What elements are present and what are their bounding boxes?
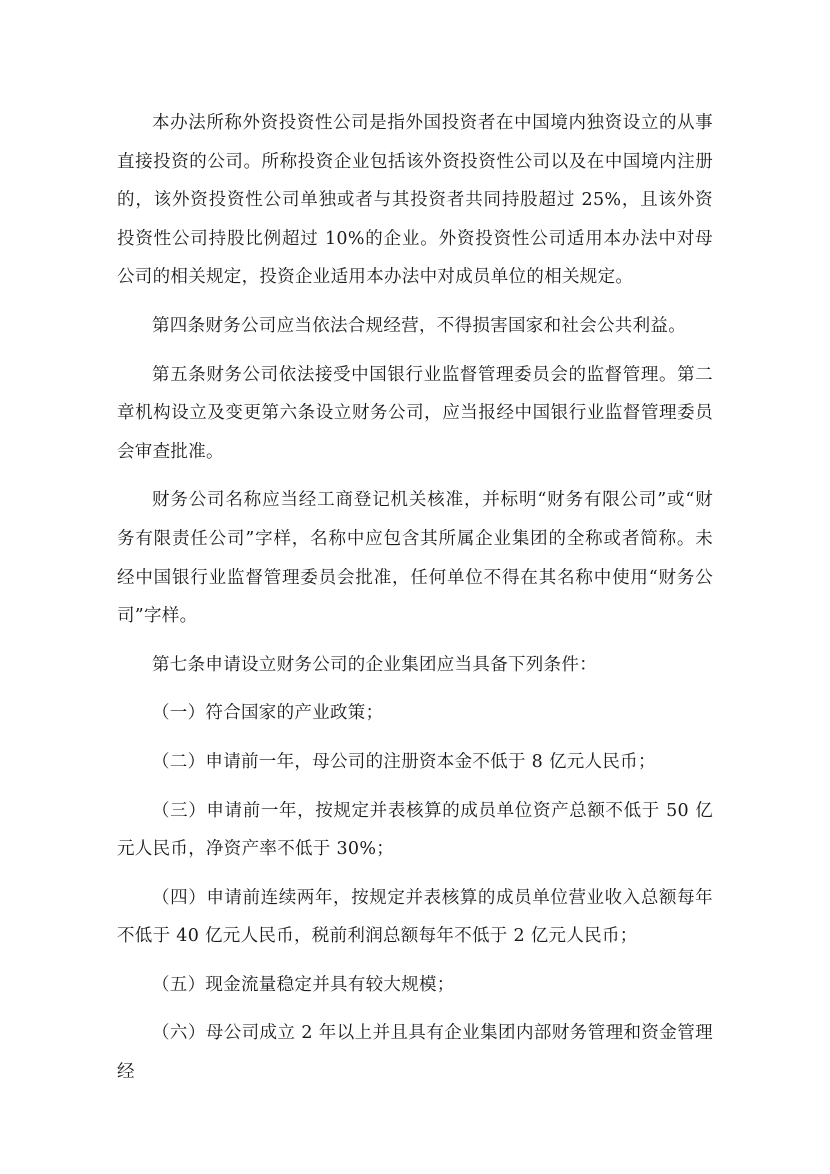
list-item-2: （二）申请前一年，母公司的注册资本金不低于 8 亿元人民币； — [152, 751, 656, 772]
list-item-1: （一）符合国家的产业政策； — [152, 703, 384, 724]
list-item-6: （六）母公司成立 2 年以上并且具有企业集团内部财务管理和资金管理经 — [117, 1023, 713, 1083]
document-body — [117, 104, 713, 1102]
list-item-3: （三）申请前一年，按规定并表核算的成员单位资产总额不低于 50 亿元人民币，净资产率不低于 30%； — [117, 800, 713, 860]
paragraph-company-name: 财务公司名称应当经工商登记机关核准，并标明“财务有限公司”或“财务有限责任公司”字样，名称中应包含其所属企业集团的全称或者简称。未经中国银行业监督管理委员会批准，任何单位不得在其名称中使用“财务公司”字样。 — [117, 490, 713, 627]
list-item-4: （四）申请前连续两年，按规定并表核算的成员单位营业收入总额每年不低于 40 亿元人民币，税前利润总额每年不低于 2 亿元人民币； — [117, 887, 713, 947]
list-item-5: （五）现金流量稳定并具有较大规模； — [152, 974, 455, 995]
paragraph-definition: 本办法所称外资投资性公司是指外国投资者在中国境内独资设立的从事直接投资的公司。所称投资企业包括该外资投资性公司以及在中国境内注册的，该外资投资性公司单独或者与其投资者共同持股超过 25%，且该外资投资性公司持股比例超过 10%的企业。外资投资性公司适用本办法中对母公司的相关规定，投资企业适用本办法中对成员单位的相关规定。 — [117, 113, 713, 288]
paragraph-article-5: 第五条财务公司依法接受中国银行业监督管理委员会的监督管理。第二章机构设立及变更第六条设立财务公司，应当报经中国银行业监督管理委员会审查批准。 — [117, 364, 713, 462]
paragraph-article-7: 第七条申请设立财务公司的企业集团应当具备下列条件： — [152, 654, 597, 675]
paragraph-article-4: 第四条财务公司应当依法合规经营，不得损害国家和社会公共利益。 — [152, 315, 686, 336]
